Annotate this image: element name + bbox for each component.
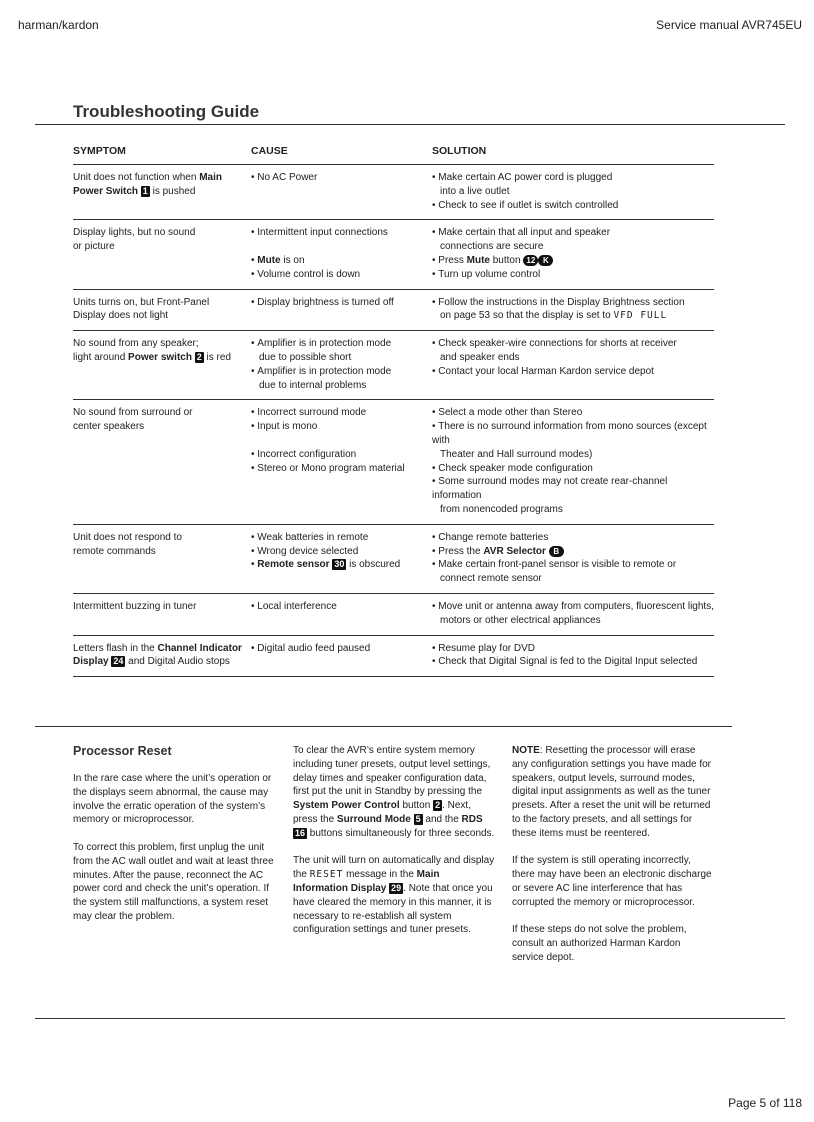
table-row bbox=[73, 290, 714, 332]
symptom-cell: Unit does not respond to remote commands bbox=[73, 531, 182, 557]
table-row bbox=[73, 594, 714, 636]
cause-cell: • No AC Power bbox=[251, 171, 432, 212]
symptom-cell: Unit does not function when Main Power Switch 1 is pushed bbox=[73, 172, 222, 197]
reset-column-3 bbox=[512, 744, 712, 979]
symptom-cell: Display lights, but no sound or picture bbox=[73, 227, 196, 253]
reset-column-2 bbox=[293, 744, 495, 951]
symptom-cell: No sound from any speaker; light around Power switch 2 is red bbox=[73, 338, 231, 363]
solution-cell: • Make certain that all input and speaker connections are secure • Press Mute button 12 K • Turn up volume control bbox=[432, 226, 714, 281]
table-row bbox=[73, 400, 714, 524]
paragraph: If the system is still operating incorrectly, there may have been an electronic discharge or severe AC line interference that has corrupted the memory or microprocessor. bbox=[512, 855, 712, 908]
key-badge: 16 bbox=[295, 827, 306, 838]
solution-cell: • Make certain AC power cord is plugged into a live outlet • Check to see if outlet is switch controlled bbox=[432, 171, 714, 212]
page-title: Troubleshooting Guide bbox=[73, 102, 260, 121]
key-badge: 5 bbox=[415, 813, 421, 824]
table-row bbox=[73, 331, 714, 400]
paragraph: NOTE: Resetting the processor will erase any configuration settings you have made for speakers, output levels, surround modes, digital input assignments as well as the tuner presets. After a reset the unit will be returned to the factory presets, and all settings for these items must be reentered. bbox=[512, 745, 712, 839]
header-brand: harman/kardon bbox=[18, 18, 99, 32]
solution-cell: • Change remote batteries • Press the AVR Selector B • Make certain front-panel sensor is visible to remote or connect remote sensor bbox=[432, 531, 714, 586]
table-row bbox=[73, 636, 714, 678]
page-number: Page 5 of 118 bbox=[728, 1096, 802, 1110]
cause-cell: • Digital audio feed paused bbox=[251, 642, 432, 670]
troubleshooting-table bbox=[73, 138, 714, 677]
header-manual-title: Service manual AVR745EU bbox=[656, 18, 802, 32]
cause-cell: • Display brightness is turned off bbox=[251, 296, 432, 324]
key-badge: K bbox=[538, 255, 553, 266]
reset-column-1 bbox=[73, 772, 278, 938]
paragraph: To clear the AVR’s entire system memory including tuner presets, output level settings, delay times and speaker configuration data, first put the unit in Standby by pressing the System Power Control button 2 . Next, press the Surround Mode 5 and the RDS 16 buttons simultaneously for three seconds. bbox=[293, 745, 495, 839]
key-badge: 29 bbox=[391, 882, 402, 893]
column-header-solution: SOLUTION bbox=[432, 145, 487, 157]
key-badge: B bbox=[549, 546, 564, 557]
cause-cell: • Local interference bbox=[251, 600, 432, 628]
key-badge: 2 bbox=[196, 351, 202, 362]
key-badge: 30 bbox=[334, 559, 345, 570]
solution-cell: • Follow the instructions in the Display Brightness section on page 53 so that the display is set to VFD FULL bbox=[432, 296, 714, 324]
key-badge: 1 bbox=[142, 185, 148, 196]
paragraph: The unit will turn on automatically and display the RESET message in the Main Information Display 29 . Note that once you have cleared the memory in this manner, it is necessary to re-establish all system configuration settings and tuner presets. bbox=[293, 855, 495, 936]
column-header-symptom: SYMPTOM bbox=[73, 145, 126, 157]
paragraph: To correct this problem, first unplug the unit from the AC wall outlet and wait at least three minutes. After the pause, reconnect the AC power cord and check the unit’s operation. If the system still malfunctions, a system reset may clear the problem. bbox=[73, 841, 274, 922]
paragraph: If these steps do not solve the problem, consult an authorized Harman Kardon service depot. bbox=[512, 924, 687, 963]
cause-cell: • Incorrect surround mode • Input is mono • Incorrect configuration • Stereo or Mono program material bbox=[251, 406, 432, 516]
key-badge: 12 bbox=[523, 255, 538, 266]
table-row bbox=[73, 165, 714, 220]
key-badge: 24 bbox=[113, 656, 124, 667]
table-row bbox=[73, 525, 714, 594]
divider bbox=[35, 124, 785, 125]
paragraph: In the rare case where the unit’s operation or the displays seem abnormal, the cause may involve the erratic operation of the system’s memory or microprocessor. bbox=[73, 773, 272, 826]
column-header-cause: CAUSE bbox=[251, 145, 288, 157]
table-header bbox=[73, 138, 714, 165]
section-title: Processor Reset bbox=[73, 744, 172, 758]
solution-cell: • Select a mode other than Stereo • There is no surround information from mono sources (except with Theater and Hall surround modes) • Check speaker mode configuration • Some surround modes may not create rear-channel information from nonencoded programs bbox=[432, 406, 714, 516]
symptom-cell: Units turns on, but Front-Panel Display does not light bbox=[73, 296, 210, 322]
symptom-cell: No sound from surround or center speakers bbox=[73, 407, 193, 433]
solution-cell: • Resume play for DVD • Check that Digital Signal is fed to the Digital Input selected bbox=[432, 642, 714, 670]
symptom-cell: Intermittent buzzing in tuner bbox=[73, 600, 197, 612]
table-row bbox=[73, 220, 714, 289]
cause-cell: • Weak batteries in remote • Wrong device selected • Remote sensor 30 is obscured bbox=[251, 531, 432, 586]
cause-cell: • Amplifier is in protection mode due to possible short • Amplifier is in protection mode due to internal problems bbox=[251, 337, 432, 392]
divider bbox=[35, 1018, 785, 1019]
cause-cell: • Intermittent input connections • Mute is on • Volume control is down bbox=[251, 226, 432, 281]
key-badge: 2 bbox=[435, 800, 441, 811]
divider bbox=[35, 726, 732, 727]
solution-cell: • Check speaker-wire connections for shorts at receiver and speaker ends • Contact your local Harman Kardon service depot bbox=[432, 337, 714, 392]
symptom-cell: Letters flash in the Channel Indicator Display 24 and Digital Audio stops bbox=[73, 642, 242, 668]
solution-cell: • Move unit or antenna away from computers, fluorescent lights, motors or other electrical appliances bbox=[432, 600, 714, 628]
